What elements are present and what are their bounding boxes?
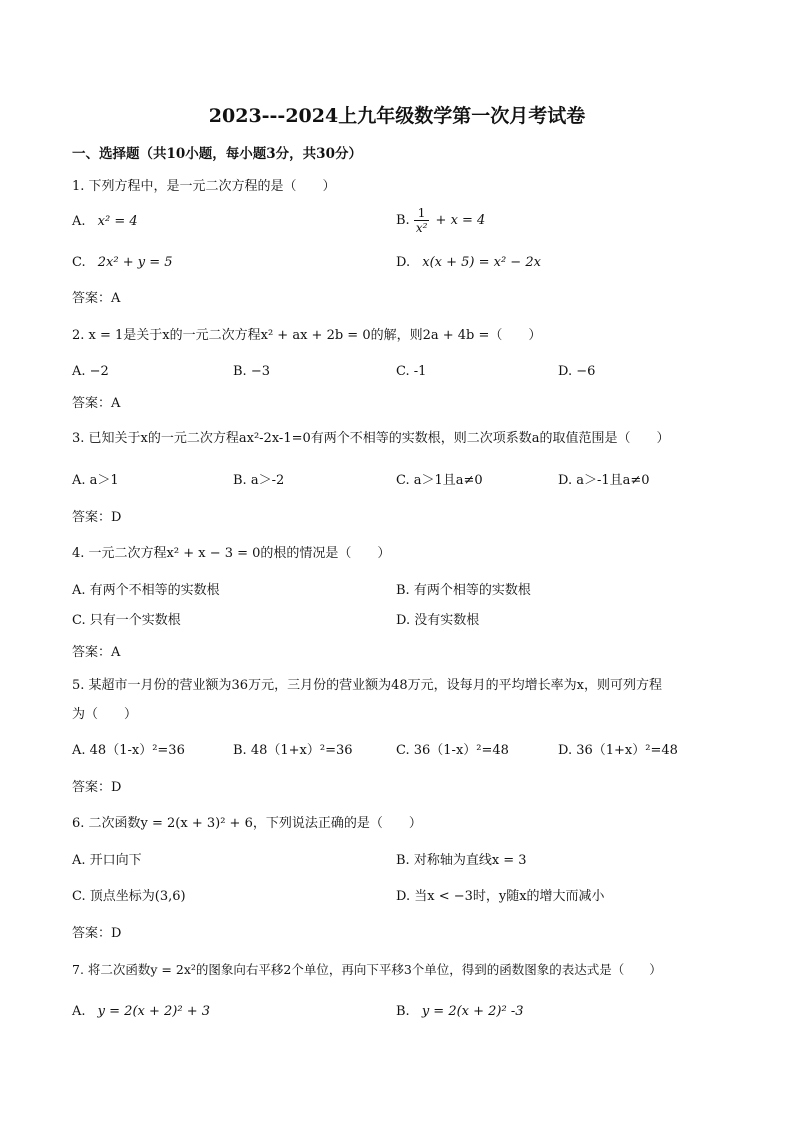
q1-b-numerator: 1 xyxy=(414,206,430,221)
q3-answer: 答案：D xyxy=(72,510,122,525)
section-heading: 一、选择题（共10小题，每小题3分，共30分） xyxy=(72,146,362,162)
q5-option-b: B. 48（1+x）²=36 xyxy=(233,743,353,758)
page-title: 2023---2024上九年级数学第一次月考试卷 xyxy=(208,105,586,127)
q1-option-b xyxy=(396,203,485,239)
q7-option-a xyxy=(72,1003,210,1021)
q7-stem: 7. 将二次函数y = 2x²的图象向右平移2个单位，再向下平移3个单位，得到的函数图象的表达式是（ ） xyxy=(72,962,662,977)
q6-option-d: D. 当x < −3时，y随x的增大而减小 xyxy=(396,889,605,904)
q1-a-math: x² = 4 xyxy=(97,214,138,229)
q3-option-a: A. a＞1 xyxy=(72,473,119,488)
q6-option-c: C. 顶点坐标为(3,6) xyxy=(72,889,186,904)
q7-a-math: y = 2(x + 2)² + 3 xyxy=(97,1004,210,1019)
q6-answer: 答案：D xyxy=(72,926,122,941)
q7-a-label: A. xyxy=(72,1004,86,1019)
q3-option-b: B. a＞-2 xyxy=(233,473,285,488)
q1-c-label: C. xyxy=(72,255,86,270)
q5-stem-line2: 为（ ） xyxy=(72,707,138,722)
q2-option-a: A. −2 xyxy=(72,364,109,379)
q4-option-d: D. 没有实数根 xyxy=(396,613,480,628)
q4-option-a: A. 有两个不相等的实数根 xyxy=(72,583,220,598)
q2-option-d: D. −6 xyxy=(558,364,596,379)
q3-option-d: D. a＞-1且a≠0 xyxy=(558,473,650,488)
q1-d-label: D. xyxy=(396,255,411,270)
q7-option-b xyxy=(396,1003,524,1021)
q5-option-c: C. 36（1-x）²=48 xyxy=(396,743,509,758)
q6-stem: 6. 二次函数y = 2(x + 3)² + 6，下列说法正确的是（ ） xyxy=(72,816,422,831)
q1-option-a xyxy=(72,213,138,231)
q1-b-denominator: x² xyxy=(415,221,428,235)
q5-option-a: A. 48（1-x）²=36 xyxy=(72,743,185,758)
q1-option-c xyxy=(72,254,173,272)
q5-answer: 答案：D xyxy=(72,780,122,795)
q2-option-c: C. -1 xyxy=(396,364,427,379)
q1-d-math: x(x + 5) = x² − 2x xyxy=(422,255,541,270)
q4-answer: 答案：A xyxy=(72,645,121,660)
q1-stem: 1. 下列方程中，是一元二次方程的是（ ） xyxy=(72,179,336,194)
q2-option-b: B. −3 xyxy=(233,364,270,379)
q7-b-label: B. xyxy=(396,1004,410,1019)
q4-option-c: C. 只有一个实数根 xyxy=(72,613,181,628)
q1-a-label: A. xyxy=(72,214,86,229)
q1-c-math: 2x² + y = 5 xyxy=(97,255,173,270)
q1-b-label: B. xyxy=(396,213,410,228)
q4-option-b: B. 有两个相等的实数根 xyxy=(396,583,531,598)
q1-answer: 答案：A xyxy=(72,291,121,306)
q1-b-fraction xyxy=(414,206,430,235)
q3-option-c: C. a＞1且a≠0 xyxy=(396,473,483,488)
q6-option-b: B. 对称轴为直线x = 3 xyxy=(396,853,527,868)
q5-option-d: D. 36（1+x）²=48 xyxy=(558,743,678,758)
q2-stem: 2. x = 1是关于x的一元二次方程x² + ax + 2b = 0的解，则2a + 4b =（ ） xyxy=(72,328,542,343)
q2-answer: 答案：A xyxy=(72,396,121,411)
q1-b-rest: + x = 4 xyxy=(435,213,486,228)
q6-option-a: A. 开口向下 xyxy=(72,853,142,868)
q5-stem-line1: 5. 某超市一月份的营业额为36万元，三月份的营业额为48万元，设每月的平均增长率为x，则可列方程 xyxy=(72,678,662,693)
q3-stem: 3. 已知关于x的一元二次方程ax²-2x-1=0有两个不相等的实数根，则二次项系数a的取值范围是（ ） xyxy=(72,431,670,446)
q1-option-d xyxy=(396,254,541,272)
q7-b-math: y = 2(x + 2)² -3 xyxy=(421,1004,524,1019)
q4-stem: 4. 一元二次方程x² + x − 3 = 0的根的情况是（ ） xyxy=(72,546,391,561)
